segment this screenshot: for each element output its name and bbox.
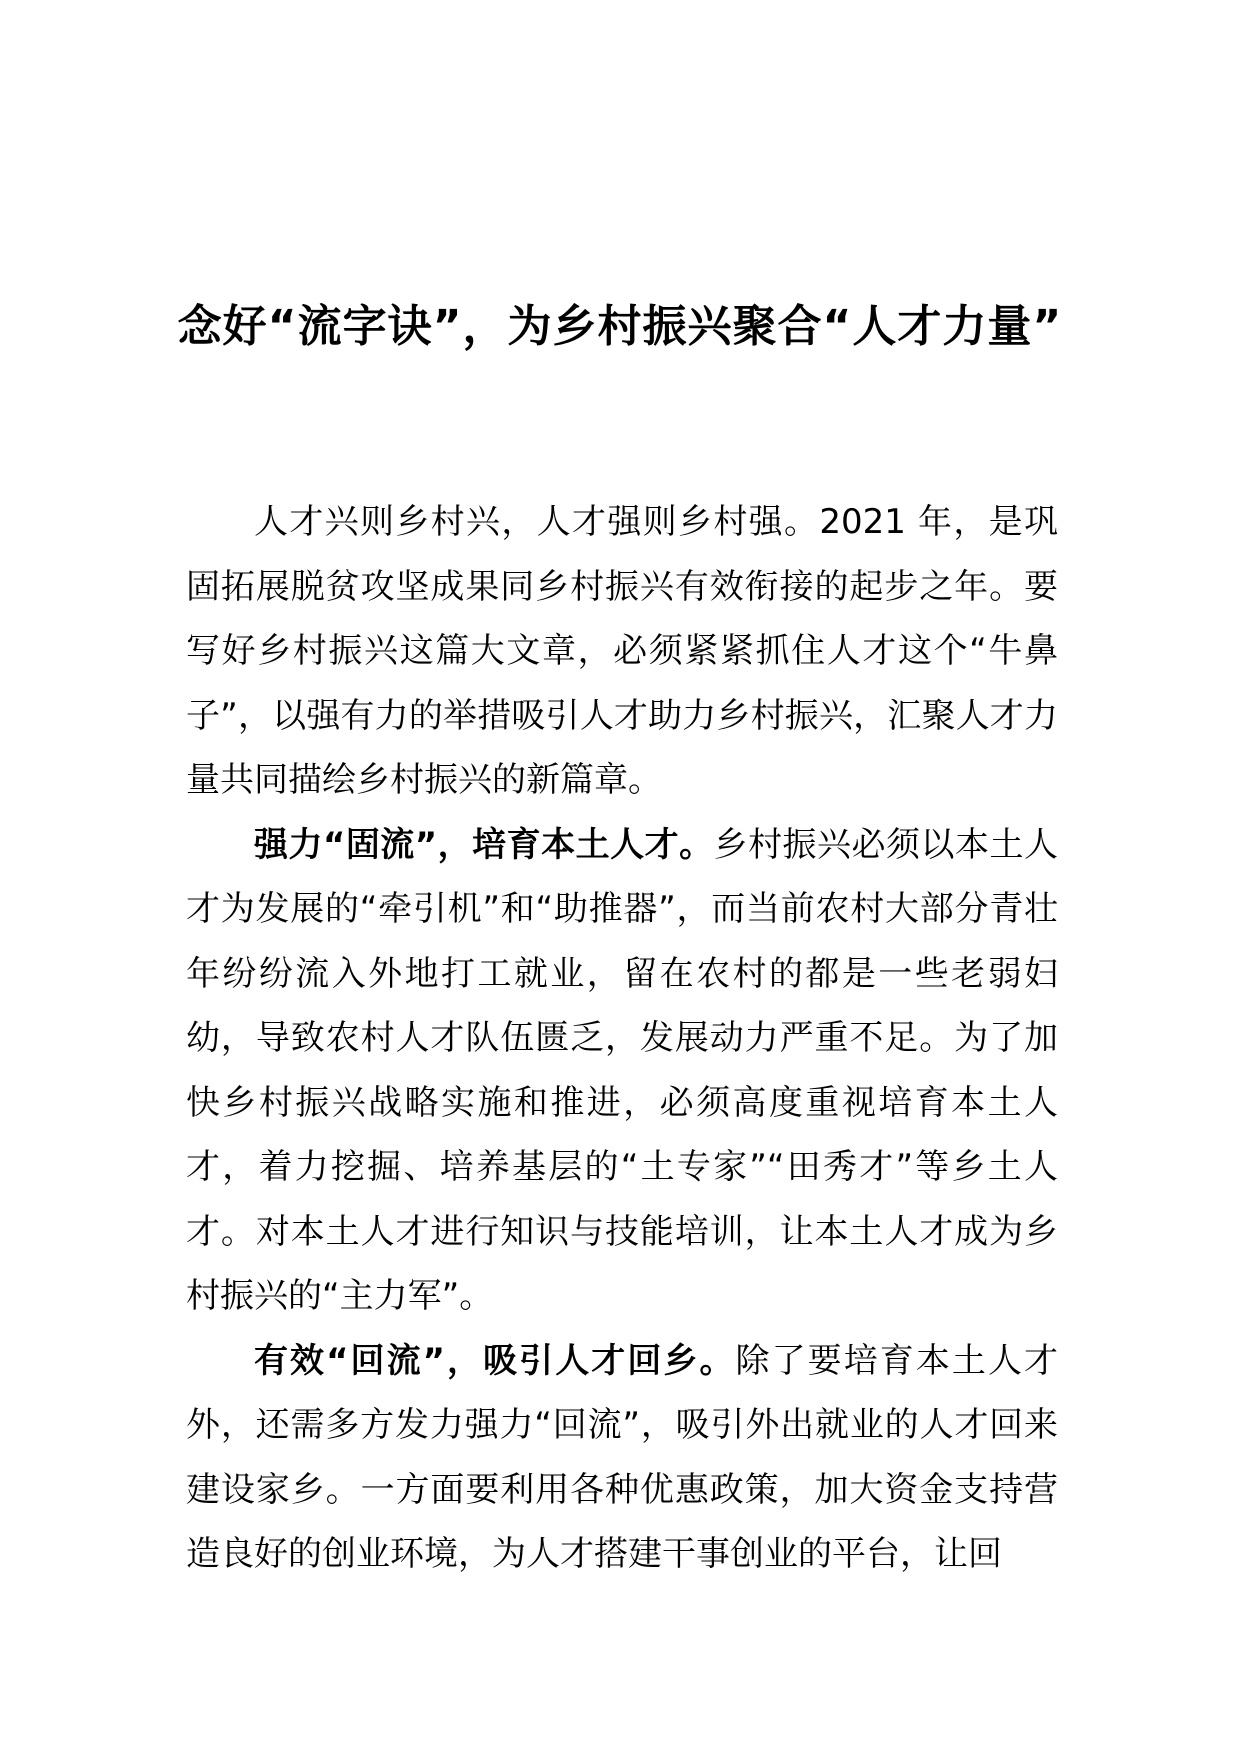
paragraph-intro (186, 490, 1058, 813)
paragraph-text: 除了要培育本土人才外，还需多方发力强力“回流”，吸引外出就业的人才回来建设家乡。一方面要利用各种优惠政策，加大资金支持营造良好的创业环境，为人才搭建干事创业的平台，让回 (186, 1340, 1059, 1574)
paragraph-gu-liu (186, 813, 1058, 1329)
paragraph-hui-liu (186, 1329, 1058, 1587)
paragraph-text: 人才兴则乡村兴，人才强则乡村强。2021 年，是巩固拓展脱贫攻坚成果同乡村振兴有效衔接的起步之年。要写好乡村振兴这篇大文章，必须紧紧抓住人才这个“牛鼻子”，以强有力的举措吸引人才助力乡村振兴，汇聚人才力量共同描绘乡村振兴的新篇章。 (186, 502, 1058, 800)
paragraph-lead-heading: 强力“固流”，培育本土人才。 (254, 824, 714, 865)
paragraph-text: 乡村振兴必须以本土人才为发展的“牵引机”和“助推器”，而当前农村大部分青壮年纷纷流入外地打工就业，留在农村的都是一些老弱妇幼，导致农村人才队伍匮乏，发展动力严重不足。为了加快乡村振兴战略实施和推进，必须高度重视培育本土人才，着力挖掘、培养基层的“土专家”“田秀才”等乡土人才。对本土人才进行知识与技能培训，让本土人才成为乡村振兴的“主力军”。 (186, 824, 1058, 1316)
document-title: 念好“流字诀”，为乡村振兴聚合“人才力量” (177, 301, 1063, 352)
paragraph-lead-heading: 有效“回流”，吸引人才回乡。 (254, 1340, 736, 1381)
document-body (186, 490, 1058, 1587)
